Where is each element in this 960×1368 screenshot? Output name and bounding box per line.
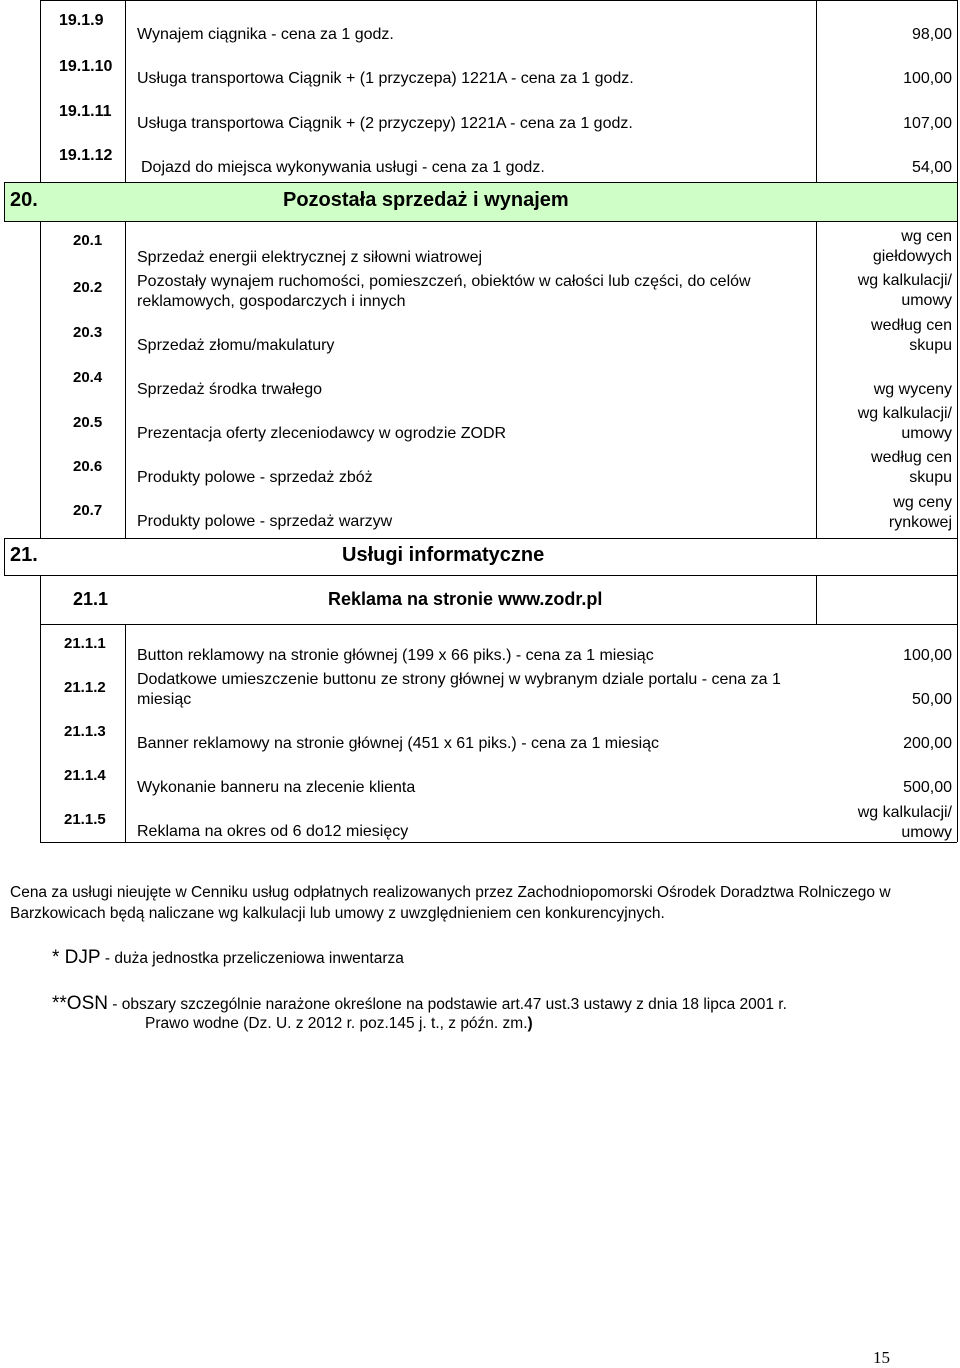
row-description: Sprzedaż złomu/makulatury: [137, 337, 335, 354]
row-description: Reklama na okres od 6 do12 miesięcy: [137, 823, 409, 840]
row-price: 107,00: [903, 115, 952, 132]
row-price: 54,00: [911, 159, 952, 176]
row-number: 21.1.3: [64, 723, 106, 740]
row-description: Wynajem ciągnika - cena za 1 godz.: [137, 26, 394, 43]
row-number: 21.1.2: [64, 679, 106, 696]
row-description: Dodatkowe umieszczenie buttonu ze strony głównej w wybranym dziale portalu - cena za 1 miesiąc: [137, 671, 781, 708]
row-description: Usługa transportowa Ciągnik + (2 przyczepy) 1221A - cena za 1 godz.: [137, 115, 633, 132]
row-number: 19.1.9: [59, 12, 104, 29]
section-title: Usługi informatyczne: [342, 544, 545, 566]
osn-text: - obszary szczególnie narażone określone na podstawie art.47 ust.3 ustawy z dnia 18 lipca 2001 r.: [107, 996, 787, 1013]
row-price: według cen skupu: [871, 449, 952, 486]
row-number: 20.4: [73, 369, 103, 386]
row-price: 500,00: [903, 779, 952, 796]
osn-footnote: [52, 993, 787, 1015]
osn-footnote-line2: [145, 1015, 533, 1033]
row-price: 50,00: [911, 691, 952, 708]
djp-mark: * DJP: [52, 947, 101, 968]
djp-footnote: [52, 947, 404, 969]
row-description: Button reklamowy na stronie głównej (199 x 66 piks.) - cena za 1 miesiąc: [137, 647, 654, 664]
row-number: 19.1.10: [59, 58, 113, 75]
section-number: 20.: [10, 189, 38, 211]
row-description: Sprzedaż energii elektrycznej z siłowni wiatrowej: [137, 249, 483, 266]
row-description: Sprzedaż środka trwałego: [137, 381, 322, 398]
page-number: 15: [873, 1348, 890, 1367]
row-description: Banner reklamowy na stronie głównej (451 x 61 piks.) - cena za 1 miesiąc: [137, 735, 660, 752]
osn-close: ): [527, 1015, 533, 1032]
osn-mark: **OSN: [52, 993, 108, 1014]
row-price: 100,00: [903, 70, 952, 87]
row-number: 19.1.11: [59, 103, 112, 120]
osn-text-2: Prawo wodne (Dz. U. z 2012 r. poz.145 j. t., z późn. zm.: [145, 1015, 528, 1032]
row-number: 20.1: [73, 232, 103, 249]
row-price: wg wyceny: [873, 381, 952, 398]
row-price: 100,00: [903, 647, 952, 664]
row-price: wg cen giełdowych: [872, 228, 952, 265]
row-description: Produkty polowe - sprzedaż zbóż: [137, 469, 373, 486]
subsection-number: 21.1: [73, 589, 109, 609]
row-price: według cen skupu: [871, 317, 952, 354]
row-number: 19.1.12: [59, 147, 113, 164]
row-number: 21.1.5: [64, 811, 106, 828]
row-number: 20.7: [73, 502, 103, 519]
row-description: Wykonanie banneru na zlecenie klienta: [137, 779, 416, 796]
row-number: 21.1.4: [64, 767, 106, 784]
row-description: Usługa transportowa Ciągnik + (1 przyczepa) 1221A - cena za 1 godz.: [137, 70, 634, 87]
section-title: Pozostała sprzedaż i wynajem: [283, 189, 569, 211]
row-description: Produkty polowe - sprzedaż warzyw: [137, 513, 393, 530]
section-number: 21.: [10, 544, 38, 566]
row-number: 20.3: [73, 324, 103, 341]
row-description: Prezentacja oferty zleceniodawcy w ogrodzie ZODR: [137, 425, 507, 442]
djp-text: - duża jednostka przeliczeniowa inwentarza: [100, 950, 404, 967]
row-price: 98,00: [911, 26, 952, 43]
row-price: wg kalkulacji/ umowy: [857, 405, 952, 442]
row-description: Pozostały wynajem ruchomości, pomieszczeń, obiektów w całości lub części, do celów reklamowych, gospodarczych i innych: [137, 273, 751, 310]
row-price: wg kalkulacji/ umowy: [857, 272, 952, 309]
row-price: wg ceny rynkowej: [888, 494, 952, 531]
subsection-title: Reklama na stronie www.zodr.pl: [328, 589, 603, 609]
row-number: 20.6: [73, 458, 103, 475]
row-price: wg kalkulacji/ umowy: [857, 804, 952, 841]
row-description: Dojazd do miejsca wykonywania usługi - cena za 1 godz.: [141, 159, 545, 176]
row-number: 21.1.1: [64, 635, 106, 652]
row-price: 200,00: [903, 735, 952, 752]
row-number: 20.2: [73, 279, 103, 296]
row-number: 20.5: [73, 414, 103, 431]
footer-note: Cena za usługi nieujęte w Cenniku usług odpłatnych realizowanych przez Zachodniopomorski Ośrodek Doradztwa Rolniczego w Barzkowicach będą naliczane wg kalkulacji lub umowy z uwzględnieniem cen konkurencyjnych.: [10, 884, 891, 922]
